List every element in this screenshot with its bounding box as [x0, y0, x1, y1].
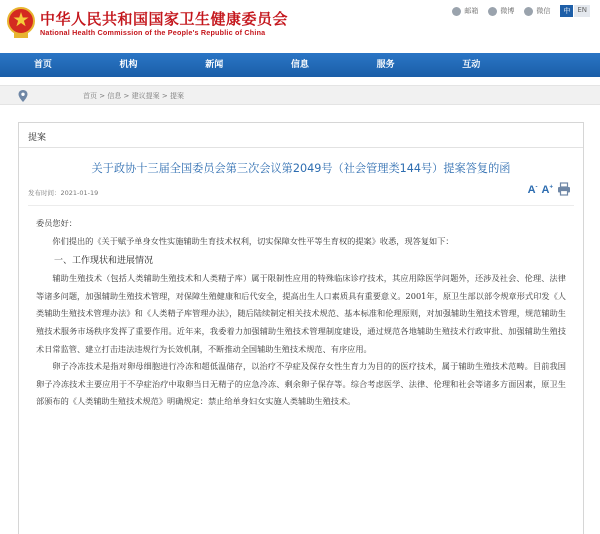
top-links	[452, 5, 590, 17]
lang-english-button[interactable]: EN	[574, 5, 590, 17]
wechat-label: 微信	[536, 7, 551, 15]
weibo-link[interactable]	[488, 6, 514, 16]
nav-organization[interactable]: 机构	[119, 60, 138, 70]
print-icon[interactable]	[557, 182, 571, 196]
salutation: 委员您好：	[36, 218, 77, 228]
national-emblem-icon[interactable]	[6, 6, 36, 40]
nav-interaction[interactable]: 互动	[462, 60, 481, 70]
breadcrumb[interactable]: 首页 > 信息 > 建议提案 > 提案	[83, 92, 184, 100]
panel-label: 提案	[28, 133, 47, 143]
font-decrease-button[interactable]: A-	[527, 184, 538, 196]
meta-divider	[28, 205, 574, 206]
nav-news[interactable]: 新闻	[205, 60, 224, 70]
site-header	[0, 0, 600, 50]
mail-label: 邮箱	[464, 7, 479, 15]
weibo-icon	[488, 7, 497, 16]
nav-extra[interactable]	[514, 53, 600, 77]
font-increase-button[interactable]: A+	[541, 184, 553, 196]
section-heading: 一、工作现状和进展情况	[54, 255, 154, 266]
location-pin-icon	[18, 90, 28, 102]
date-label: 发布时间：	[28, 189, 61, 197]
panel-divider	[19, 147, 583, 148]
content-panel	[18, 122, 584, 534]
article-meta	[28, 188, 98, 197]
mail-link[interactable]	[452, 6, 478, 16]
weibo-label: 微博	[500, 7, 515, 15]
body-paragraph-1: 辅助生殖技术（包括人类辅助生殖技术和人类精子库）属于限制性应用的特殊临床诊疗技术，其应用除医学问题外，还涉及社会、伦理、法律等诸多问题，加强辅助生殖技术管理，对保障生殖健康和后代安全，提高出生人口素质具有重要意义。2001年，原卫生部以部令规章形式印发《人类辅助生殖技术管理办法》和《人类精子库管理办法》，随后陆续制定相关技术规范、基本标准和伦理原则，对加强辅助生殖技术管理，规范辅助生殖技术服务市场秩序发挥了重要作用。近年来，我委着力加强辅助生殖技术管理制度建设，通过规范各地辅助生殖技术行政审批、加强辅助生殖技术日常监管、建立打击违法违规行为长效机制，不断推动全国辅助生殖技术规范、有序应用。	[36, 273, 566, 354]
article-body	[36, 215, 566, 411]
nav-service[interactable]: 服务	[376, 60, 395, 70]
language-switch	[560, 5, 590, 17]
article-tools	[528, 182, 571, 196]
publish-date: 2021-01-19	[60, 189, 99, 197]
article-title: 关于政协十三届全国委员会第三次会议第2049号（社会管理类144号）提案答复的函	[91, 162, 511, 175]
nav-home[interactable]: 首页	[33, 60, 52, 70]
site-subtitle: National Health Commission of the People's Republic of China	[40, 28, 266, 37]
lang-chinese-button[interactable]: 中	[560, 5, 573, 17]
wechat-link[interactable]	[524, 6, 550, 16]
wechat-icon	[524, 7, 533, 16]
site-title[interactable]: 中华人民共和国国家卫生健康委员会	[40, 10, 289, 28]
mail-icon	[452, 7, 461, 16]
breadcrumb-bar	[0, 85, 600, 105]
intro-paragraph: 你们提出的《关于赋予单身女性实施辅助生育技术权利，切实保障女性平等生育权的提案》收悉，现答复如下：	[52, 235, 454, 246]
main-nav	[0, 53, 600, 77]
body-paragraph-2: 卵子冷冻技术是指对卵母细胞进行冷冻和超低温储存，以治疗不孕症及保存女性生育力为目的的医疗技术，属于辅助生殖技术范畴。目前我国卵子冷冻技术主要应用于不孕症治疗中取卵当日无精子的应急冷冻、剩余卵子保存等。综合考虑医学、法律、伦理和社会等诸多方面因素，原卫生部颁布的《人类辅助生殖技术规范》明确规定：禁止给单身妇女实施人类辅助生殖技术。	[36, 361, 566, 407]
nav-information[interactable]: 信息	[290, 60, 309, 70]
